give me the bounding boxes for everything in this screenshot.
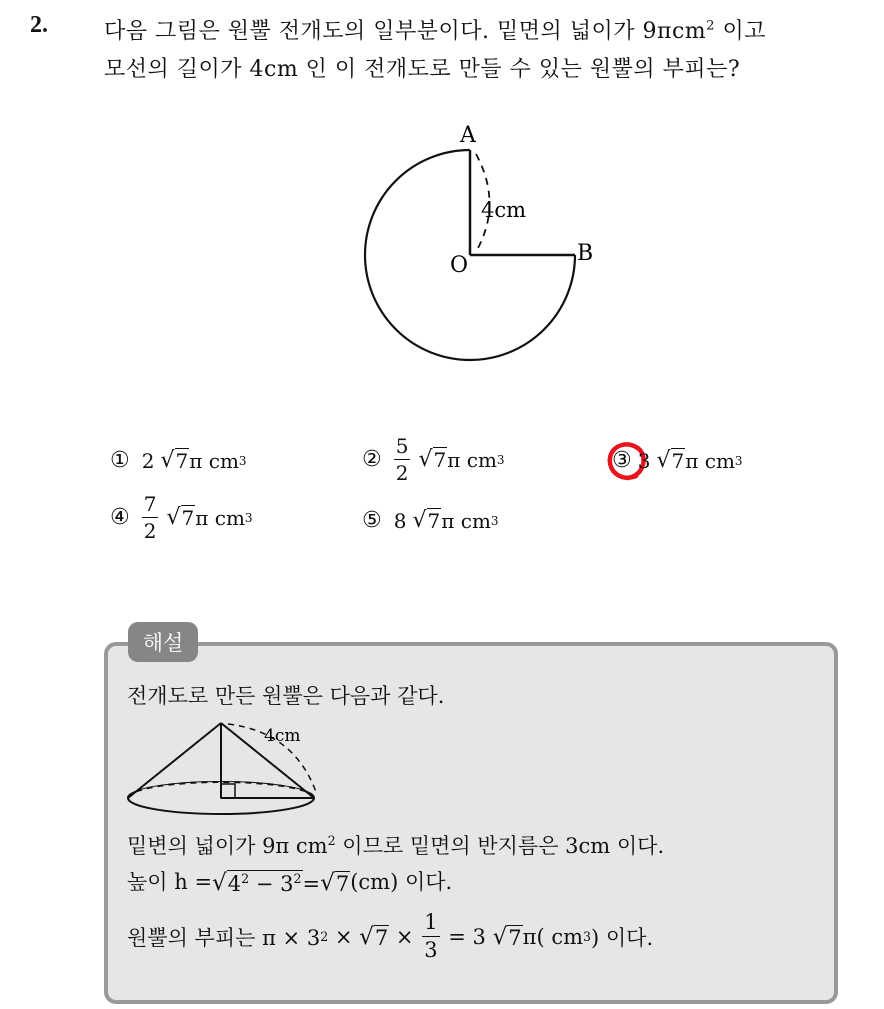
option-4[interactable]: ④ $\frac{7}{2}$ √ 7 π cm 3	[110, 492, 253, 543]
option-5[interactable]: ⑤ 8 √ 7 π cm 3	[362, 508, 499, 533]
solution-line-2: 밑변의 넓이가 9π $cm^2$ 이므로 밑면의 반지름은 3cm 이다.	[127, 833, 665, 858]
question-line-2: 모선의 길이가 4cm 인 이 전개도로 만들 수 있는 원뿔의 부피는?	[104, 57, 741, 82]
length-label: 4cm	[481, 198, 527, 222]
option-3[interactable]: ③ 3 √ 7 π cm 3	[612, 448, 743, 473]
cone-length-label: 4cm	[264, 726, 301, 746]
question-number: 2.	[30, 12, 48, 38]
cone-net-figure	[350, 112, 620, 372]
label-b: B	[577, 241, 594, 266]
solution-line-1: 전개도로 만든 원뿔은 다음과 같다.	[127, 684, 445, 708]
option-1[interactable]: ① 2 √ 7 π cm 3	[110, 448, 247, 473]
label-o: O	[450, 253, 469, 278]
question-line-1: 다음 그림은 원뿔 전개도의 일부분이다. 밑면의 넓이가 9πcm$^2$ 이고	[104, 18, 767, 44]
solution-tag: 해설	[128, 622, 198, 662]
solution-line-4: 원뿔의 부피는 π × 3 2 × √ 7 × $\frac{1}{3}$ = 3 √ 7 π( cm 3 ) 이다.	[127, 910, 654, 962]
solution-line-3: 높이 h = √ $4^2 - 3^2$ = √ 7 (cm) 이다.	[127, 870, 453, 896]
option-2[interactable]: ② $\frac{5}{2}$ √ 7 π cm 3	[362, 434, 505, 485]
cone-figure	[124, 718, 324, 816]
label-a: A	[460, 123, 476, 148]
